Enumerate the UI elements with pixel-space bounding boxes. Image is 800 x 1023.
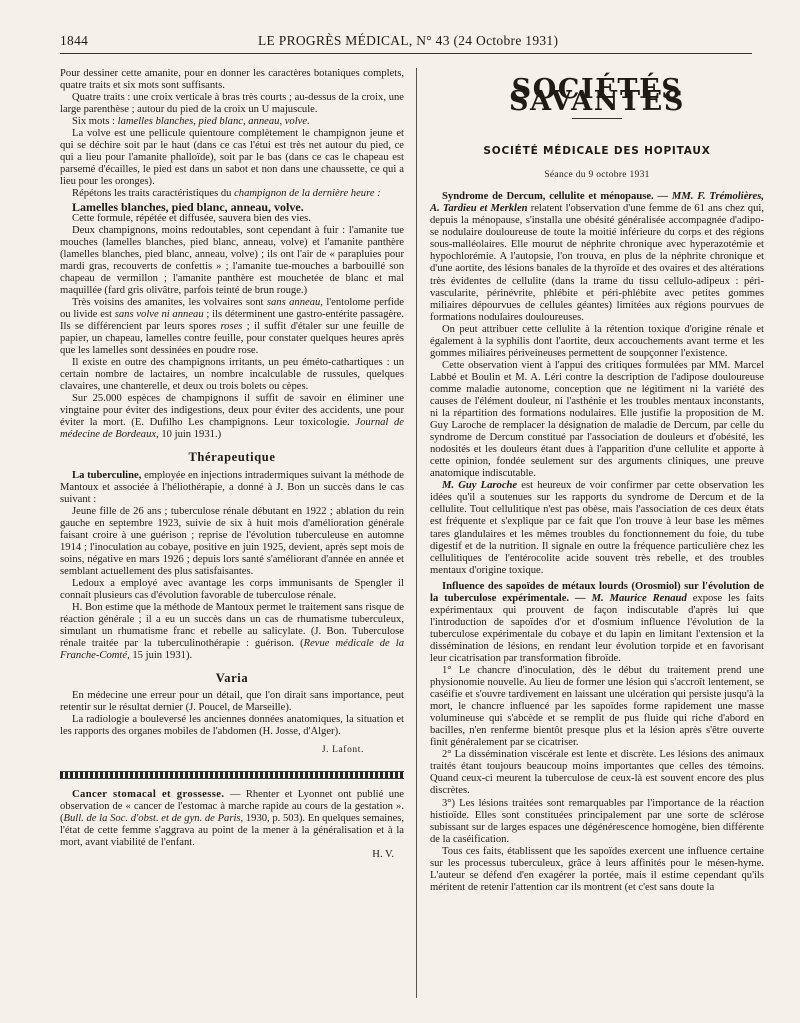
text: 10 juin 1931.) <box>158 429 222 441</box>
bold-lead: Influence des sapoïdes de métaux lourds (Orosmiol) sur l'évolution de la tuberculose expérimentale. <box>430 580 764 604</box>
running-title: LE PROGRÈS MÉDICAL, N° 43 (24 Octobre 1931) <box>258 33 559 48</box>
text: ; il suffit d'étaler sur une feuille de papier, un chapeau, lamelles contre feuille, pour constater quelques heures après que les lamelles sont dessinées en poudre rose. <box>60 320 404 357</box>
authors: M. Guy Laroche <box>442 480 518 492</box>
paragraph <box>430 191 764 324</box>
column-divider <box>416 68 417 998</box>
section-masthead: SOCIÉTÉS SAVANTES <box>509 74 685 118</box>
paragraph <box>60 789 404 849</box>
paragraph <box>60 116 404 128</box>
initials: H. V. <box>372 848 394 860</box>
text: Six mots : <box>72 116 118 128</box>
page-number: 1844 <box>60 33 89 48</box>
paragraph: Ledoux a employé avec avantage les corps immunisants de Spengler il connaît plusieurs cas d'évolution favorable de tuberculose rénale. <box>60 577 404 601</box>
text: 15 juin 1931). <box>129 650 193 662</box>
left-column <box>60 68 404 861</box>
text: 1930, p. 503). En quelques semaines, l'état de cette femme s'aggrava au point de la mener à la généralisation et à la mort, avant viabilité de l'enfant. <box>60 812 404 848</box>
page-header <box>60 33 752 51</box>
text: H. Bon estime que la méthode de Mantoux permet le traitement sans risque de réaction générale ; il a eu un succès dans un cas de rhumatisme tuberculeux, simulant un rhumatisme franc et rebelle au salicylate. (J. Bon. Tuberculose rénale traitée par la tuberculinothérapie : guérison. ( <box>60 602 404 650</box>
bold-lead: La tuberculine, <box>72 469 142 481</box>
text: l'entolome perfide ou livide est <box>60 296 404 320</box>
motto: Lamelles blanches, pied blanc, anneau, volve. <box>72 199 304 214</box>
paragraph: Tous ces faits, établissent que les sapoïdes exercent une influence certaine sur les processus tuberculeux, grâce à leurs affinités pour le mésen-hyme. L'auteur se défend d'en exagérer la portée, mais il estime cependant qu'ils méritent de retenir l'attention car ils montrent (et c'est sans doute la <box>430 845 764 893</box>
paragraph: La radiologie a bouleversé les anciennes données anatomiques, la situation et les rapports des organes mobiles de l'abdomen (H. Josse, d'Alger). <box>60 714 404 738</box>
signature: J. Lafont. <box>321 745 364 756</box>
paragraph: En médecine une erreur pour un détail, que l'on dirait sans importance, peut retentir sur le résultat dernier (J. Poucel, de Marseille). <box>60 690 404 714</box>
paragraph: Jeune fille de 26 ans ; tuberculose rénale débutant en 1922 ; ablation du rein gauche en septembre 1923, suivie de six à huit mois d'amélioration générale faisant croire à une guérison ; reprise de l'évolution tuberculeuse en automne 1914 ; l'inoculation au cobaye, positive en juin 1925, devient, après sept mois de soins, négative en mars 1926 ; depuis lors santé s'améliorant d'année en année et semblant actuellement des plus satisfaisantes. <box>60 505 404 577</box>
paragraph <box>60 188 404 200</box>
society-title: SOCIÉTÉ MÉDICALE DES HOPITAUX <box>483 145 711 158</box>
paragraph <box>430 480 764 576</box>
paragraph: On peut attribuer cette cellulite à la rétention toxique d'origine rénale et également à la syphilis dont l'aortite, deux accouchements avant terme et les gommes miliaires périveineuses permettent de soupçonner l'existence. <box>430 323 764 359</box>
italic-text: sans anneau, <box>266 296 323 308</box>
italic-text: Journal de médecine de Bordeaux, <box>60 417 404 441</box>
italic-text: sans volve ni anneau <box>114 308 204 320</box>
text: est heureux de voir confirmer par cette observation les idées qu'il a soutenues sur les rapports du syndrome de Dercum et de la cellulite. Tout cellulitique n'est pas obèse, mais l'association de ces deux états est fréquente et s'explique par ce fait que l'on trouve à leur base les mêmes tares glandulaires et les mêmes troubles du fonctionnement du foie, du tube digestif et de la nutrition. Il signale en outre la fréquence particulière chez les cellulitiques de l'entérocolite acide souvent très rebelle, et des troubles mentaux d'origine toxique. <box>430 480 765 576</box>
paragraph: 3°) Les lésions traitées sont remarquables par l'importance de la réaction histioïde. Elles sont constituées principalement par une sorte de sclérose subissant sur de larges espaces une dégénérescence homogène, bien différente de la caséification. <box>430 797 764 845</box>
paragraph: La volve est une pellicule quientoure complètement le champignon jeune et qui se déchire soit par le haut (dans ce cas l'étui est très net autour du pied, ce qui a lieu pour l'amanite phalloïde), soit par le bas (dans ce cas le chapeau est parsemé d'écailles, le pied est dans un sabot et non dans une chaussette, ce qui a lieu pour les oronges). <box>60 128 404 188</box>
paragraph: 1° Le chancre d'inoculation, dès le début du traitement prend une physionomie nouvelle. Au lieu de former une lésion qui s'accroît lentement, se caséifie et s'ouvre tardivement en laissant une ulcération qui persiste jusqu'à la mort, le chancre influencé par les sapoïdes forme rapidement une masse volumineuse qui s'abcède et se remplit de pus fluide qui riche d'abord en bacilles, n'en renferme bientôt presque plus et la lésion après s'être ouverte finit généralement par se cicatriser. <box>430 665 764 749</box>
paragraph: 2° La dissémination viscérale est lente et discrète. Les lésions des animaux traités étant toujours beaucoup moins importantes que celles des témoins. Quand ceux-ci meurent la tuberculose de ceux-là est souvent encore des plus discrètes. <box>430 749 764 797</box>
text: — Rhenter et Lyonnet ont publié une observation de « cancer de l'estomac à marche rapide au cours de la gestation ». ( <box>60 788 404 824</box>
authors: — M. Maurice Renaud <box>569 592 687 604</box>
italic-text: Bull. de la Soc. d'obst. et de gyn. de Paris, <box>63 812 244 824</box>
text: employée en injections intradermiques suivant la méthode de Mantoux et associée à l'héliothérapie, a donné à J. Bon un succès dans le cas suivant : <box>60 469 404 505</box>
paragraph <box>60 297 404 357</box>
paragraph: Cette observation vient à l'appui des critiques formulées par MM. Marcel Labbé et Boulin et M. A. Léri contre la description de l'adipose douloureuse comme maladie autonome, conception que ne légitiment ni la variété des causes de l'élément douleur, ni l'asthénie et les troubles mentaux inconstants, ni la répartition des formations nodulaires. Elle justifie la proposition de M. Guy Laroche de remplacer la désignation de maladie de Dercum, par celle du syndrome de Dercum constitué par l'association de douleurs et d'obésité, les nodosités et les douleurs étant dues à l'apparition d'une cellulite et apporte à cette opinion, fondée seulement sur des arguments cliniques, une preuve anatomique indiscutable. <box>430 359 764 480</box>
decorative-divider <box>60 771 404 779</box>
italic-text: roses <box>220 320 243 332</box>
paragraph <box>430 581 764 665</box>
authors: — MM. F. Trémolières, A. Tardieu et Merklen <box>430 191 764 215</box>
text: ; ils déterminent une gastro-entérite passagère. Ils se différencient par leurs spores <box>60 308 404 332</box>
italic-text: champignon de la dernière heure : <box>234 188 381 200</box>
right-column <box>430 68 764 894</box>
header-rule <box>60 53 752 54</box>
paragraph <box>60 602 404 662</box>
bold-lead: Syndrome de Dercum, cellulite et ménopause. <box>442 191 654 203</box>
text: Sur 25.000 espèces de champignons il suffit de savoir en éliminer une vingtaine pour éviter des indigestions, deux pour éviter des accidents, une pour éviter la mort. (E. Dufilho Les champignons. Leur toxicologie. <box>60 393 404 429</box>
bold-lead: Cancer stomacal et grossesse. <box>72 788 225 800</box>
text: expose les faits expérimentaux qui prouvent de façon indiscutable d'après lui que l'introduction de sapoïdes d'or et d'osmium influence l'évolution de la tuberculose expérimentale du cobaye et du lapin en limitant l'extension et la dissémination de lésions, en rendant leur évolution torpide et en favorisant leur cicatrisation par transformation fibroïde. <box>430 592 764 664</box>
italic-text: lamelles blanches, pied blanc, anneau, volve. <box>117 116 310 128</box>
italic-text: Revue médicale de la Franche-Comté, <box>60 638 404 662</box>
paragraph <box>60 393 404 441</box>
text: Très voisins des amanites, les volvaires sont <box>72 296 267 308</box>
session-date: Séance du 9 octobre 1931 <box>544 170 650 181</box>
text: Répétons les traits caractéristiques du <box>72 188 235 200</box>
text: relatent l'observation d'une femme de 61 ans chez qui, depuis la ménopause, s'installa une obésité généralisée accompagnée d'adipo-se nodulaire douloureuse de toute la moitié inférieure du corps et des régions sous-malléolaires. Elle mourut de néphrite chronique avec hyperazotémie et hypochlorémie. A l'autopsie, l'on trouva, en plus de la néphrite chronique et d'une aortite, des lésions banales de la thyroïde et des ovaires et des altérations très évidentes de cellulite (dans la trame du tissu cellulo-adipeux : péri-vascularite, périnévrite, phlébite et péri-phlébite avec petites gommes miliaires dépourvues de cellules géantes) limitées aux régions pourvues de formations nodulaires douloureuses. <box>430 203 764 323</box>
paragraph: Quatre traits : une croix verticale à bras très courts ; au-dessus de la croix, une large parenthèse ; autour du pied de la croix un U majuscule. <box>60 92 404 116</box>
paragraph <box>60 470 404 506</box>
paragraph: Deux champignons, moins redoutables, sont cependant à fuir : l'amanite tue mouches (lamelles blanches, pied blanc, anneau, volve) et l'amanite panthère (lamelles blanches, pied blanc, anneau, volve) ; ils ont l'air de « parapluies pour mardi gras, recouverts de confettis » ; l'amanite tue-mouches a barbouillé son chapeau de vermillon ; l'amanite panthère est mouchetée de blanc et mal maquillée (fard gris olivâtre, parfois teinté de brun rouge.) <box>60 224 404 296</box>
paragraph: Il existe en outre des champignons irritants, un peu éméto-cathartiques : un certain nombre de lactaires, un nombre incalculable de russules, quelques clavaires, une chanterelle, et deux ou trois bolets ou cèpes. <box>60 357 404 393</box>
paragraph: Cette formule, répétée et diffusée, sauvera bien des vies. <box>72 212 311 224</box>
paragraph: Pour dessiner cette amanite, pour en donner les caractères botaniques complets, quatre traits et six mots sont suffisants. <box>60 68 404 92</box>
section-title-varia: Varia <box>215 671 249 686</box>
section-title-therapeutique: Thérapeutique <box>188 450 276 465</box>
masthead-rule <box>572 118 622 119</box>
